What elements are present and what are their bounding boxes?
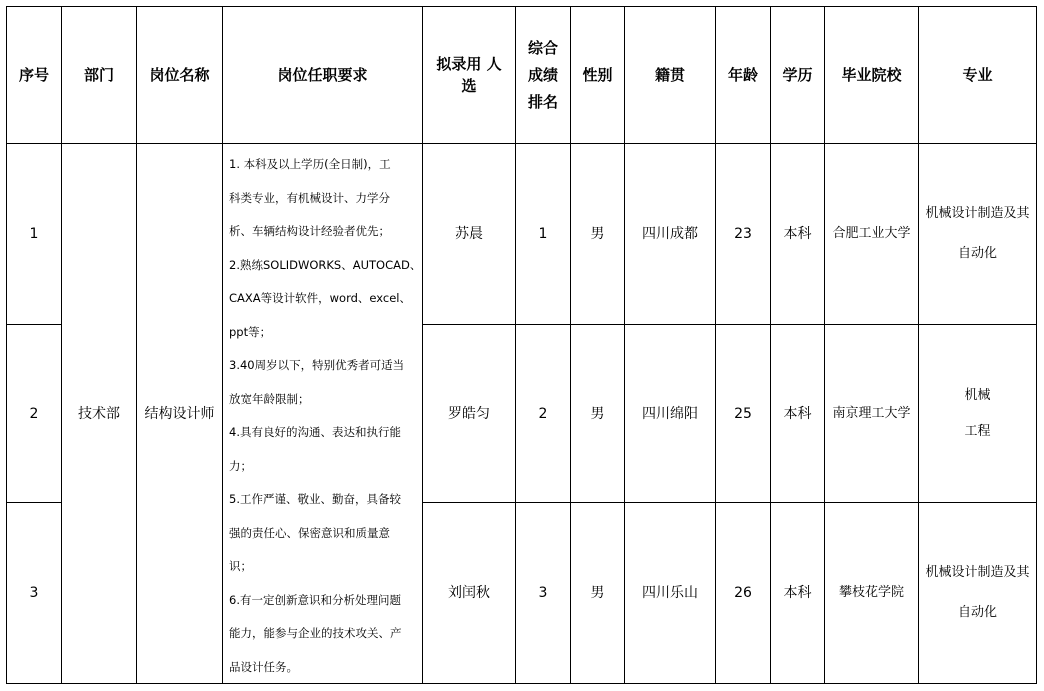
requirement-line: 强的责任心、保密意识和质量意 xyxy=(229,525,390,540)
row2-education: 本科 xyxy=(783,405,812,422)
requirement-line: 放宽年龄限制； xyxy=(229,391,310,406)
row2-seq: 2 xyxy=(29,405,39,422)
row3-gender: 男 xyxy=(590,585,605,601)
row3-major-line1: 机械设计制造及其 xyxy=(925,565,1030,580)
row2-rank: 2 xyxy=(538,405,548,422)
header-education: 学历 xyxy=(782,66,813,84)
row1-name: 苏晨 xyxy=(455,226,483,242)
requirement-line: 6.有一定创新意识和分析处理问题 xyxy=(229,592,401,607)
header-rank-line2: 成绩 xyxy=(527,65,558,84)
header-rank-line1: 综合 xyxy=(527,38,558,57)
header-dept: 部门 xyxy=(83,66,114,84)
row3-name: 刘闰秋 xyxy=(448,585,490,601)
requirements-cell xyxy=(229,148,422,684)
row1-age: 23 xyxy=(734,226,752,242)
row2-major xyxy=(919,325,1036,502)
row1-origin: 四川成都 xyxy=(642,226,698,242)
row1-major xyxy=(919,144,1036,324)
requirement-line: CAXA等设计软件，word、excel、 xyxy=(229,291,411,305)
row2-school: 南京理工大学 xyxy=(832,405,911,421)
row1-school: 合肥工业大学 xyxy=(832,226,911,241)
header-major: 专业 xyxy=(962,66,993,84)
header-gender: 性别 xyxy=(582,66,613,84)
row2-gender: 男 xyxy=(590,405,605,422)
requirement-line: 4.具有良好的沟通、表达和执行能 xyxy=(229,425,401,439)
row2-major-line2: 工程 xyxy=(964,423,991,439)
row3-age: 26 xyxy=(734,585,752,601)
header-position: 岗位名称 xyxy=(149,66,210,84)
row2-name: 罗皓匀 xyxy=(448,405,490,422)
row1-major-line2: 自动化 xyxy=(957,246,997,261)
header-origin: 籍贯 xyxy=(654,66,685,84)
header-seq: 序号 xyxy=(18,66,49,84)
requirement-line: 析、车辆结构设计经验者优先； xyxy=(229,224,390,238)
row2-origin: 四川绵阳 xyxy=(642,405,698,422)
header-rank xyxy=(516,7,570,143)
header-school: 毕业院校 xyxy=(841,66,902,84)
row1-education: 本科 xyxy=(783,226,812,242)
requirement-line: 3.40周岁以下，特别优秀者可适当 xyxy=(229,358,405,372)
requirement-line: 能力，能参与企业的技术攻关、产 xyxy=(229,626,402,640)
requirement-line: 科类专业，有机械设计、力学分 xyxy=(229,190,390,205)
row3-school: 攀枝花学院 xyxy=(838,585,904,600)
requirement-line: 识； xyxy=(229,559,252,573)
row1-rank: 1 xyxy=(538,226,548,242)
table-border-bottom xyxy=(6,683,1037,684)
requirement-line: ppt等； xyxy=(229,324,272,339)
row3-seq: 3 xyxy=(29,585,39,601)
col-line-12 xyxy=(1036,6,1037,684)
header-rank-line3: 排名 xyxy=(527,92,558,111)
header-candidate xyxy=(423,7,515,143)
row3-major-line2: 自动化 xyxy=(957,605,997,620)
requirement-line: 1. 本科及以上学历(全日制)，工 xyxy=(229,157,391,171)
row3-major xyxy=(919,503,1036,683)
dept-cell: 技术部 xyxy=(78,405,120,422)
row3-education: 本科 xyxy=(783,585,812,601)
requirement-line: 5.工作严谨、敬业、勤奋，具备较 xyxy=(229,492,401,506)
row1-seq: 1 xyxy=(29,226,39,242)
row3-rank: 3 xyxy=(538,585,548,601)
requirement-line: 品设计任务。 xyxy=(229,659,298,674)
requirement-line: 力； xyxy=(229,458,252,473)
row2-major-line1: 机械 xyxy=(964,387,991,403)
header-requirements: 岗位任职要求 xyxy=(277,66,368,84)
position-cell: 结构设计师 xyxy=(144,405,215,422)
header-age: 年龄 xyxy=(727,66,758,84)
row1-major-line1: 机械设计制造及其 xyxy=(925,206,1030,221)
row1-gender: 男 xyxy=(590,226,605,242)
row2-age: 25 xyxy=(734,405,752,422)
requirement-line: 2.熟练SOLIDWORKS、AUTOCAD、 xyxy=(229,257,422,272)
header-candidate-line1: 拟录用 人 xyxy=(436,55,502,73)
row3-origin: 四川乐山 xyxy=(642,585,698,601)
header-candidate-line2: 选 xyxy=(461,77,477,95)
